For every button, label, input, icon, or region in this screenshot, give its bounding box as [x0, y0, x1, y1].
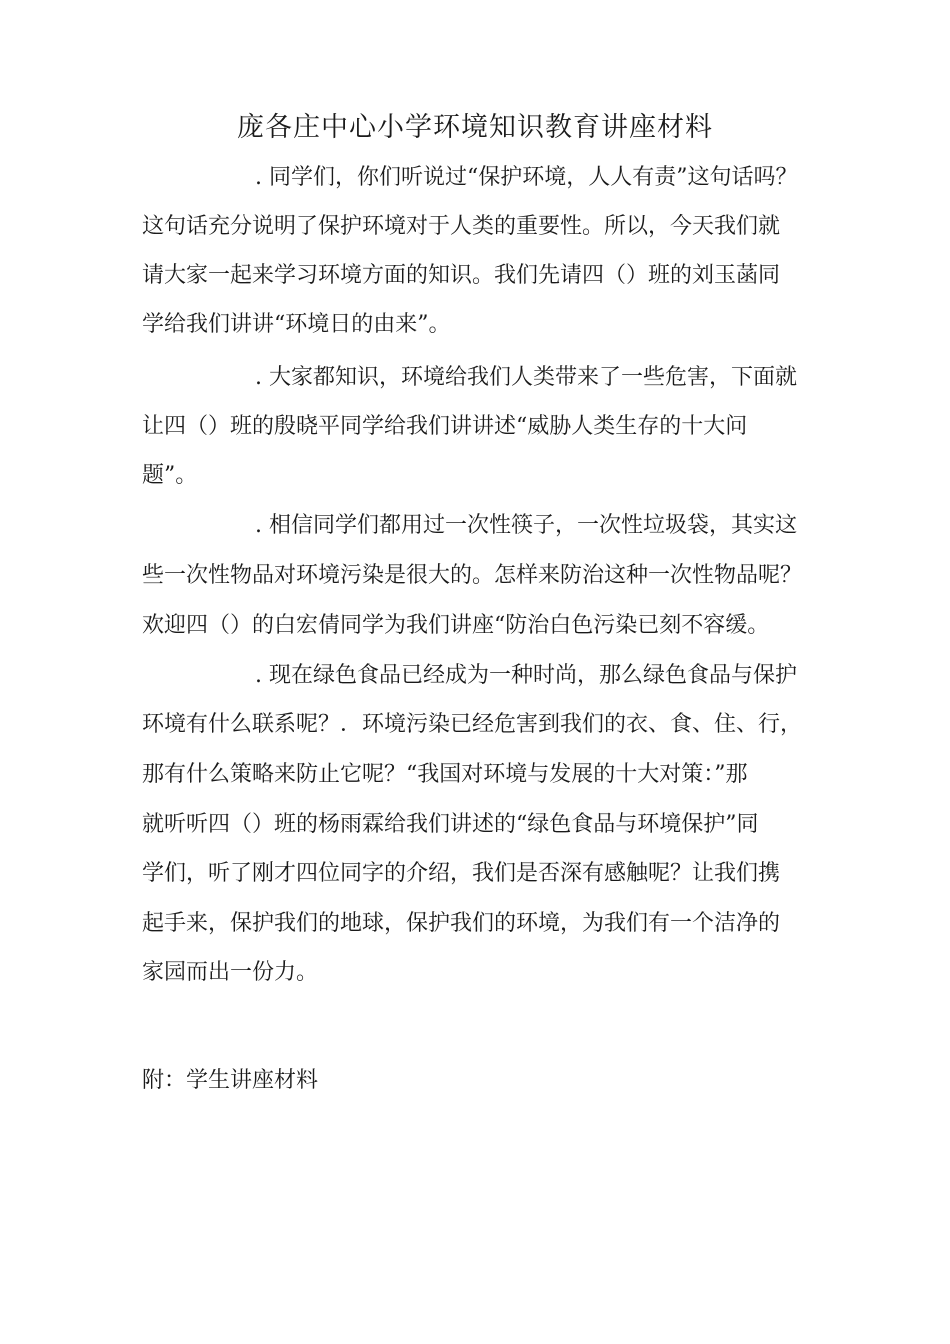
paragraph-line: 那有什么策略来防止它呢？“我国对环境与发展的十大对策：”那 [142, 762, 748, 787]
paragraph-line: . 大家都知识，环境给我们人类带来了一些危害，下面就 [255, 365, 797, 390]
page-title: 庞各庄中心小学环境知识教育讲座材料 [237, 112, 713, 143]
paragraph-line: . 现在绿色食品已经成为一种时尚，那么绿色食品与保护 [255, 663, 797, 688]
paragraph-line: 这句话充分说明了保护环境对于人类的重要性。所以，今天我们就 [142, 214, 781, 239]
paragraph-line: 欢迎四（）的白宏倩同学为我们讲座“防治白色污染已刻不容缓。 [142, 613, 770, 638]
paragraph-line: 些一次性物品对环境污染是很大的。怎样来防治这种一次性物品呢？ [142, 563, 803, 588]
paragraph-line: . 相信同学们都用过一次性筷子，一次性垃圾袋，其实这 [255, 513, 797, 538]
paragraph-line: 让四（）班的殷晓平同学给我们讲讲述“威胁人类生存的十大问 [142, 414, 748, 439]
paragraph-line: 学给我们讲讲“环境日的由来”。 [142, 312, 451, 337]
paragraph-line: 环境有什么联系呢？．环境污染已经危害到我们的衣、食、住、行， [142, 712, 803, 737]
paragraph-line: 题”。 [142, 463, 198, 488]
paragraph-line: 就听听四（）班的杨雨霖给我们讲述的“绿色食品与环境保护”同 [142, 812, 759, 837]
paragraph-line: 起手来，保护我们的地球，保护我们的环境，为我们有一个洁净的 [142, 911, 781, 936]
paragraph-line: . 同学们，你们听说过“保护环境，人人有责”这句话吗？ [255, 165, 798, 190]
appendix-note: 附：学生讲座材料 [142, 1068, 319, 1093]
paragraph-line: 家园而出一份力。 [142, 960, 319, 985]
paragraph-line: 请大家一起来学习环境方面的知识。我们先请四（）班的刘玉菡同 [142, 263, 781, 288]
paragraph-line: 学们，听了刚才四位同字的介绍，我们是否深有感触呢？让我们携 [142, 861, 781, 886]
